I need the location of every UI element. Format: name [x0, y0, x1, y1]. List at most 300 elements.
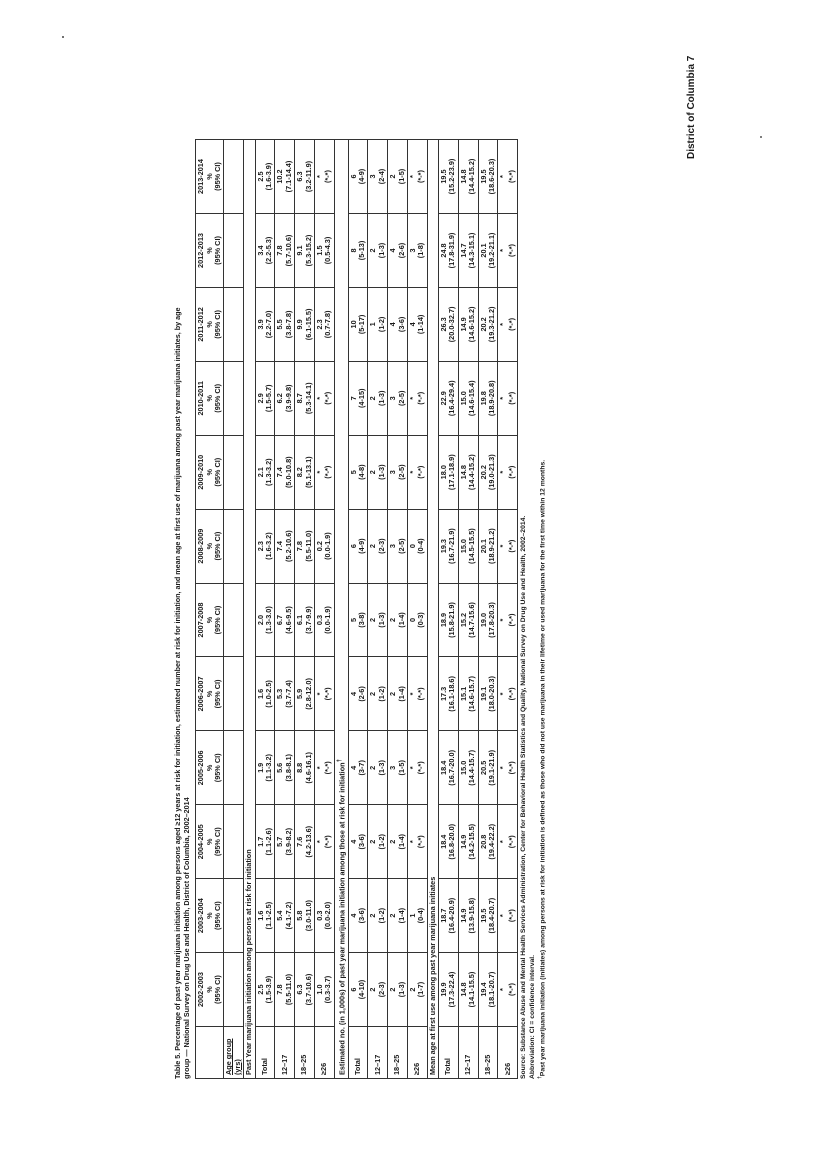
cell-estimate: * — [407, 840, 417, 844]
data-cell — [275, 731, 295, 805]
cell-estimate: 15.2 — [458, 612, 468, 628]
cell-ci: (0.3-3.7) — [323, 975, 333, 1004]
cell-estimate: 5.4 — [275, 910, 285, 921]
data-cell — [498, 953, 518, 1027]
cell-ci: (*-*) — [506, 317, 516, 331]
cell-ci: (*-*) — [416, 835, 426, 849]
empty-cell — [224, 879, 244, 953]
cell-ci: (1-2) — [376, 686, 386, 702]
source-note: Source: Substance Abuse and Mental Health Services Administration, Center for Behavioral Health Statistics and Quality, National Survey on Drug Use and Health, 2002–2014. — [520, 515, 528, 1079]
data-cell — [348, 879, 368, 953]
data-cell — [478, 805, 498, 879]
column-header — [196, 657, 224, 731]
cell-estimate: 2 — [368, 839, 378, 844]
cell-ci: (3-6) — [356, 907, 366, 924]
data-cell — [458, 214, 478, 288]
cell-ci: (4-9) — [356, 538, 366, 554]
cell-ci: (1.3-3.2) — [264, 458, 274, 486]
cell-ci: (17.8-31.9) — [447, 232, 457, 269]
definition-note — [537, 79, 548, 1079]
data-cell — [478, 140, 498, 214]
cell-ci: (20.0-32.7) — [447, 306, 457, 343]
cell-ci: (*-*) — [506, 539, 516, 553]
cell-estimate: 6.3 — [295, 171, 305, 182]
cell-estimate: 15.0 — [458, 391, 468, 406]
footnote-marker: † — [335, 758, 343, 763]
cell-ci: (2.2-5.3) — [264, 236, 274, 265]
cell-ci: (*-*) — [323, 687, 333, 701]
empty-cell — [224, 583, 244, 657]
cell-estimate: 19.3 — [439, 539, 449, 554]
section-title-text: Mean age at first use among past year marijuana initiates — [427, 876, 437, 1075]
cell-ci: (16.7-20.0) — [447, 749, 457, 786]
cell-estimate: * — [314, 470, 324, 474]
data-cell — [458, 287, 478, 361]
table-title: Table 5. Percentage of past year marijuana initiation among persons aged ≥12 years at risk for initiation, estimated number at risk for initiation, and mean age at first use of marijuana among past year marijuana initiates, by age — [173, 307, 182, 1079]
data-cell — [498, 805, 518, 879]
cell-estimate: 20.2 — [478, 317, 488, 332]
data-cell — [255, 361, 275, 435]
cell-estimate: 22.9 — [439, 391, 449, 406]
data-cell — [407, 731, 427, 805]
cell-estimate: 2 — [388, 174, 398, 179]
data-cell — [407, 953, 427, 1027]
data-cell — [439, 287, 459, 361]
cell-ci: (1-3) — [396, 981, 406, 998]
table-row — [295, 140, 315, 1079]
cell-ci: (4-15) — [356, 388, 366, 409]
cell-estimate: 5 — [348, 617, 358, 623]
column-unit: % — [204, 838, 214, 845]
data-cell — [478, 953, 498, 1027]
column-year: 2008-2009 — [196, 528, 206, 564]
column-year: 2011-2012 — [196, 307, 206, 342]
cell-estimate: 2 — [388, 913, 398, 918]
data-cell — [368, 731, 388, 805]
cell-estimate: 2 — [368, 691, 378, 696]
data-cell — [388, 287, 408, 361]
column-year: 2005-2006 — [196, 750, 206, 786]
cell-estimate: 9.1 — [295, 245, 305, 256]
column-year: 2013-2014 — [196, 159, 206, 194]
section-title-text: Past Year marijuana initiation among persons at risk for initiation — [244, 849, 254, 1075]
data-cell — [407, 583, 427, 657]
cell-estimate: 6.7 — [275, 614, 285, 626]
data-cell — [458, 435, 478, 509]
cell-ci: (14.1-15.5) — [467, 971, 477, 1008]
cell-ci: (1-7) — [416, 981, 426, 998]
cell-ci: (14.6-15.4) — [467, 380, 477, 417]
cell-estimate: * — [314, 175, 324, 178]
cell-ci: (1-2) — [376, 834, 386, 850]
data-cell — [388, 583, 408, 657]
data-cell — [458, 879, 478, 953]
cell-estimate: 3 — [388, 765, 398, 770]
data-cell — [368, 657, 388, 731]
data-cell — [498, 583, 518, 657]
data-cell — [478, 361, 498, 435]
column-header — [196, 287, 224, 361]
cell-ci: (1-4) — [396, 686, 406, 702]
cell-estimate: 1.9 — [255, 762, 265, 773]
data-cell — [498, 435, 518, 509]
column-ci: (95% CI) — [213, 753, 223, 783]
cell-estimate: 5.9 — [295, 688, 305, 699]
cell-ci: (16.4-20.9) — [447, 897, 457, 934]
cell-estimate: 20.5 — [478, 760, 488, 775]
empty-cell — [224, 657, 244, 731]
cell-estimate: 1 — [407, 913, 417, 918]
table-row — [478, 140, 498, 1079]
cell-ci: (19.4-22.2) — [487, 823, 497, 860]
cell-ci: (5.3-14.1) — [303, 382, 313, 415]
cell-estimate: 2 — [368, 765, 378, 770]
cell-estimate: 19.9 — [439, 982, 449, 997]
data-cell — [388, 879, 408, 953]
cell-estimate: 14.9 — [458, 834, 468, 849]
column-header — [196, 509, 224, 583]
cell-ci: (3-6) — [396, 316, 406, 333]
data-cell — [295, 731, 315, 805]
data-cell — [458, 140, 478, 214]
cell-ci: (16.4-29.4) — [447, 380, 457, 417]
data-cell — [498, 879, 518, 953]
cell-estimate: 2 — [368, 913, 378, 918]
column-header — [196, 435, 224, 509]
cell-ci: (4.1-7.2) — [283, 901, 293, 930]
cell-ci: (4-9) — [356, 168, 366, 185]
column-unit: % — [204, 173, 214, 180]
empty-cell — [224, 361, 244, 435]
data-cell — [478, 509, 498, 583]
cell-estimate: * — [407, 692, 417, 696]
data-cell — [439, 879, 459, 953]
cell-estimate: * — [314, 692, 324, 696]
cell-estimate: 3.9 — [255, 319, 265, 330]
data-cell — [348, 287, 368, 361]
cell-ci: (*-*) — [506, 835, 516, 849]
data-cell — [368, 287, 388, 361]
cell-ci: (7.1-14.4) — [283, 160, 293, 193]
data-cell — [255, 953, 275, 1027]
cell-ci: (4.6-16.1) — [303, 752, 313, 784]
cell-ci: (0.7-7.8) — [323, 310, 333, 339]
cell-estimate: 4 — [348, 839, 358, 844]
cell-ci: (1-5) — [396, 760, 406, 776]
cell-ci: (1-4) — [396, 907, 406, 924]
cell-ci: (0-4) — [416, 538, 426, 554]
cell-estimate: 4 — [407, 322, 417, 327]
column-year: 2002-2003 — [196, 972, 206, 1007]
cell-ci: (*-*) — [506, 244, 516, 257]
data-cell — [439, 140, 459, 214]
cell-ci: (4.2-13.6) — [303, 825, 313, 858]
data-cell — [275, 140, 295, 214]
data-cell — [295, 953, 315, 1027]
data-cell — [407, 140, 427, 214]
cell-estimate: * — [498, 988, 508, 991]
data-cell — [498, 214, 518, 288]
cell-ci: (1.6-3.9) — [264, 162, 274, 191]
data-cell — [498, 731, 518, 805]
cell-estimate: * — [407, 470, 417, 474]
cell-estimate: 15.0 — [458, 760, 468, 775]
data-cell — [439, 731, 459, 805]
row-label: Total — [439, 1027, 459, 1079]
cell-ci: (2-3) — [376, 981, 386, 998]
data-cell — [498, 140, 518, 214]
column-year: 2010-2011 — [196, 381, 206, 416]
column-year: 2012-2013 — [196, 233, 206, 268]
data-cell — [255, 140, 275, 214]
data-cell — [314, 879, 334, 953]
cell-estimate: 6.2 — [275, 393, 285, 404]
empty-cell — [224, 953, 244, 1027]
cell-estimate: * — [314, 396, 324, 400]
data-cell — [255, 657, 275, 731]
cell-estimate: 19.1 — [478, 686, 488, 702]
cell-estimate: 3 — [388, 544, 398, 549]
cell-ci: (5-17) — [356, 314, 366, 335]
column-ci: (95% CI) — [213, 827, 223, 857]
cell-ci: (4.6-9.5) — [283, 606, 293, 634]
cell-estimate: 7.4 — [275, 467, 285, 478]
cell-estimate: 2.0 — [255, 614, 265, 626]
cell-ci: (4-8) — [356, 464, 366, 480]
cell-estimate: 10.2 — [275, 169, 285, 184]
column-year: 2009-2010 — [196, 454, 206, 490]
cell-ci: (1-3) — [376, 760, 386, 776]
data-cell — [368, 140, 388, 214]
cell-estimate: 19.5 — [478, 169, 488, 184]
column-unit: % — [204, 912, 214, 919]
cell-ci: (14.2-15.5) — [467, 823, 477, 860]
data-cell — [295, 435, 315, 509]
column-header — [196, 731, 224, 805]
cell-estimate: 6.3 — [295, 984, 305, 995]
cell-ci: (3.2-11.9) — [303, 160, 313, 193]
cell-estimate: 7.4 — [275, 541, 285, 552]
cell-ci: (18.0-20.3) — [487, 676, 497, 712]
cell-ci: (*-*) — [416, 391, 426, 405]
data-cell — [478, 731, 498, 805]
data-cell — [388, 953, 408, 1027]
data-cell — [314, 953, 334, 1027]
cell-estimate: 4 — [348, 765, 358, 770]
table-row — [275, 140, 295, 1079]
data-cell — [295, 583, 315, 657]
cell-ci: (1.1-3.2) — [264, 754, 274, 782]
cell-estimate: 2 — [368, 470, 378, 475]
cell-estimate: 20.1 — [478, 243, 488, 258]
cell-estimate: 7.6 — [295, 836, 305, 847]
data-cell — [314, 657, 334, 731]
column-header — [196, 140, 224, 214]
data-cell — [498, 657, 518, 731]
cell-estimate: 19.5 — [439, 169, 449, 184]
data-cell — [458, 583, 478, 657]
cell-estimate: * — [498, 618, 508, 622]
cell-estimate: 14.9 — [458, 317, 468, 332]
cell-estimate: * — [314, 766, 324, 770]
cell-estimate: * — [407, 396, 417, 400]
cell-ci: (13.9-15.8) — [467, 897, 477, 934]
cell-estimate: 1.0 — [314, 984, 324, 995]
cell-estimate: 8.8 — [295, 762, 305, 773]
cell-ci: (3.8-8.1) — [283, 754, 293, 782]
column-header — [196, 805, 224, 879]
data-table — [195, 139, 518, 1079]
page-label: District of Columbia 7 — [686, 55, 697, 159]
data-cell — [407, 509, 427, 583]
cell-ci: (5-13) — [356, 240, 366, 261]
section-header-row — [427, 140, 438, 1079]
cell-estimate: 8 — [348, 248, 358, 253]
data-cell — [295, 509, 315, 583]
cell-estimate: 1.7 — [255, 836, 265, 847]
data-cell — [255, 287, 275, 361]
empty-cell — [224, 214, 244, 288]
data-cell — [407, 287, 427, 361]
column-ci: (95% CI) — [213, 605, 223, 635]
section-title — [427, 140, 438, 1079]
cell-estimate: 15.1 — [458, 686, 468, 702]
age-group-row — [224, 140, 244, 1079]
table-row — [368, 140, 388, 1079]
table-block — [174, 79, 548, 1079]
cell-estimate: * — [498, 322, 508, 326]
column-unit: % — [204, 321, 214, 328]
cell-estimate: * — [498, 692, 508, 696]
data-cell — [348, 953, 368, 1027]
cell-ci: (1-3) — [376, 390, 386, 406]
cell-ci: (2-6) — [356, 686, 366, 702]
cell-estimate: 8.2 — [295, 467, 305, 478]
cell-ci: (*-*) — [416, 687, 426, 701]
cell-estimate: 19.8 — [478, 391, 488, 406]
column-ci: (95% CI) — [213, 162, 223, 191]
data-cell — [295, 805, 315, 879]
empty-cell — [224, 435, 244, 509]
column-year: 2006-2007 — [196, 676, 206, 712]
cell-estimate: 2 — [368, 396, 378, 401]
cell-estimate: 2.5 — [255, 171, 265, 182]
cell-estimate: 18.4 — [439, 834, 449, 849]
cell-ci: (*-*) — [323, 465, 333, 479]
table-row — [458, 140, 478, 1079]
cell-ci: (16.8-20.0) — [447, 823, 457, 860]
data-cell — [407, 435, 427, 509]
cell-ci: (14.5-15.5) — [467, 528, 477, 564]
data-cell — [348, 731, 368, 805]
data-cell — [275, 509, 295, 583]
data-cell — [348, 509, 368, 583]
column-year: 2003-2004 — [196, 898, 206, 934]
cell-estimate: 5.5 — [275, 319, 285, 330]
table-body — [224, 140, 518, 1079]
data-cell — [407, 879, 427, 953]
column-ci: (95% CI) — [213, 901, 223, 931]
column-ci: (95% CI) — [213, 679, 223, 709]
column-unit: % — [204, 247, 214, 254]
row-label: 18–25 — [388, 1027, 408, 1079]
row-label: Total — [348, 1027, 368, 1079]
cell-estimate: 2 — [388, 691, 398, 696]
cell-ci: (18.4-20.7) — [487, 897, 497, 934]
data-cell — [368, 879, 388, 953]
data-cell — [275, 435, 295, 509]
cell-estimate: 24.8 — [439, 243, 449, 258]
cell-ci: (1.6-3.2) — [264, 532, 274, 560]
cell-ci: (0.0-2.0) — [323, 901, 333, 930]
cell-estimate: 4 — [348, 691, 358, 696]
cell-ci: (1-3) — [376, 242, 386, 259]
cell-ci: (17.1-18.9) — [447, 454, 457, 491]
row-label: ≥26 — [407, 1027, 427, 1079]
cell-ci: (16.1-18.6) — [447, 676, 457, 712]
data-cell — [275, 583, 295, 657]
column-ci: (95% CI) — [213, 383, 223, 413]
data-cell — [368, 361, 388, 435]
cell-estimate: 7.8 — [275, 984, 285, 995]
cell-ci: (15.8-21.9) — [447, 602, 457, 638]
definition-text: Past year marijuana initiation (initiates) among persons at risk for initiation is defined as those who did not use marijuana in their lifetime or used marijuana for the first time within 12 months. — [539, 459, 547, 1077]
data-cell — [439, 214, 459, 288]
cell-ci: (1-2) — [376, 316, 386, 333]
data-cell — [255, 509, 275, 583]
cell-ci: (2-6) — [396, 242, 406, 259]
cell-ci: (*-*) — [506, 687, 516, 701]
cell-ci: (3.9-8.2) — [283, 827, 293, 856]
data-cell — [458, 731, 478, 805]
cell-estimate: 5 — [348, 470, 358, 475]
data-cell — [439, 805, 459, 879]
row-label: Total — [255, 1027, 275, 1079]
data-cell — [478, 435, 498, 509]
data-cell — [458, 805, 478, 879]
cell-ci: (*-*) — [416, 170, 426, 184]
data-cell — [348, 435, 368, 509]
cell-ci: (17.8-20.3) — [487, 602, 497, 638]
data-cell — [439, 953, 459, 1027]
data-cell — [458, 509, 478, 583]
cell-ci: (16.7-21.9) — [447, 528, 457, 564]
data-cell — [388, 805, 408, 879]
data-cell — [407, 805, 427, 879]
cell-estimate: 3 — [407, 248, 417, 253]
row-label: 12–17 — [275, 1027, 295, 1079]
data-cell — [255, 435, 275, 509]
data-cell — [255, 214, 275, 288]
cell-ci: (3-6) — [356, 834, 366, 850]
cell-ci: (1-14) — [416, 314, 426, 335]
cell-estimate: 15.0 — [458, 539, 468, 554]
data-cell — [275, 361, 295, 435]
cell-estimate: 19.0 — [478, 612, 488, 628]
cell-estimate: 6.1 — [295, 614, 305, 626]
data-cell — [368, 509, 388, 583]
cell-ci: (*-*) — [506, 761, 516, 775]
cell-ci: (*-*) — [506, 613, 516, 627]
cell-ci: (5.2-10.6) — [283, 530, 293, 562]
data-cell — [314, 731, 334, 805]
cell-estimate: * — [407, 175, 417, 178]
data-cell — [295, 879, 315, 953]
cell-ci: (18.6-20.3) — [487, 158, 497, 195]
data-cell — [314, 805, 334, 879]
cell-ci: (6.1-15.5) — [303, 308, 313, 341]
header-row — [196, 140, 224, 1079]
